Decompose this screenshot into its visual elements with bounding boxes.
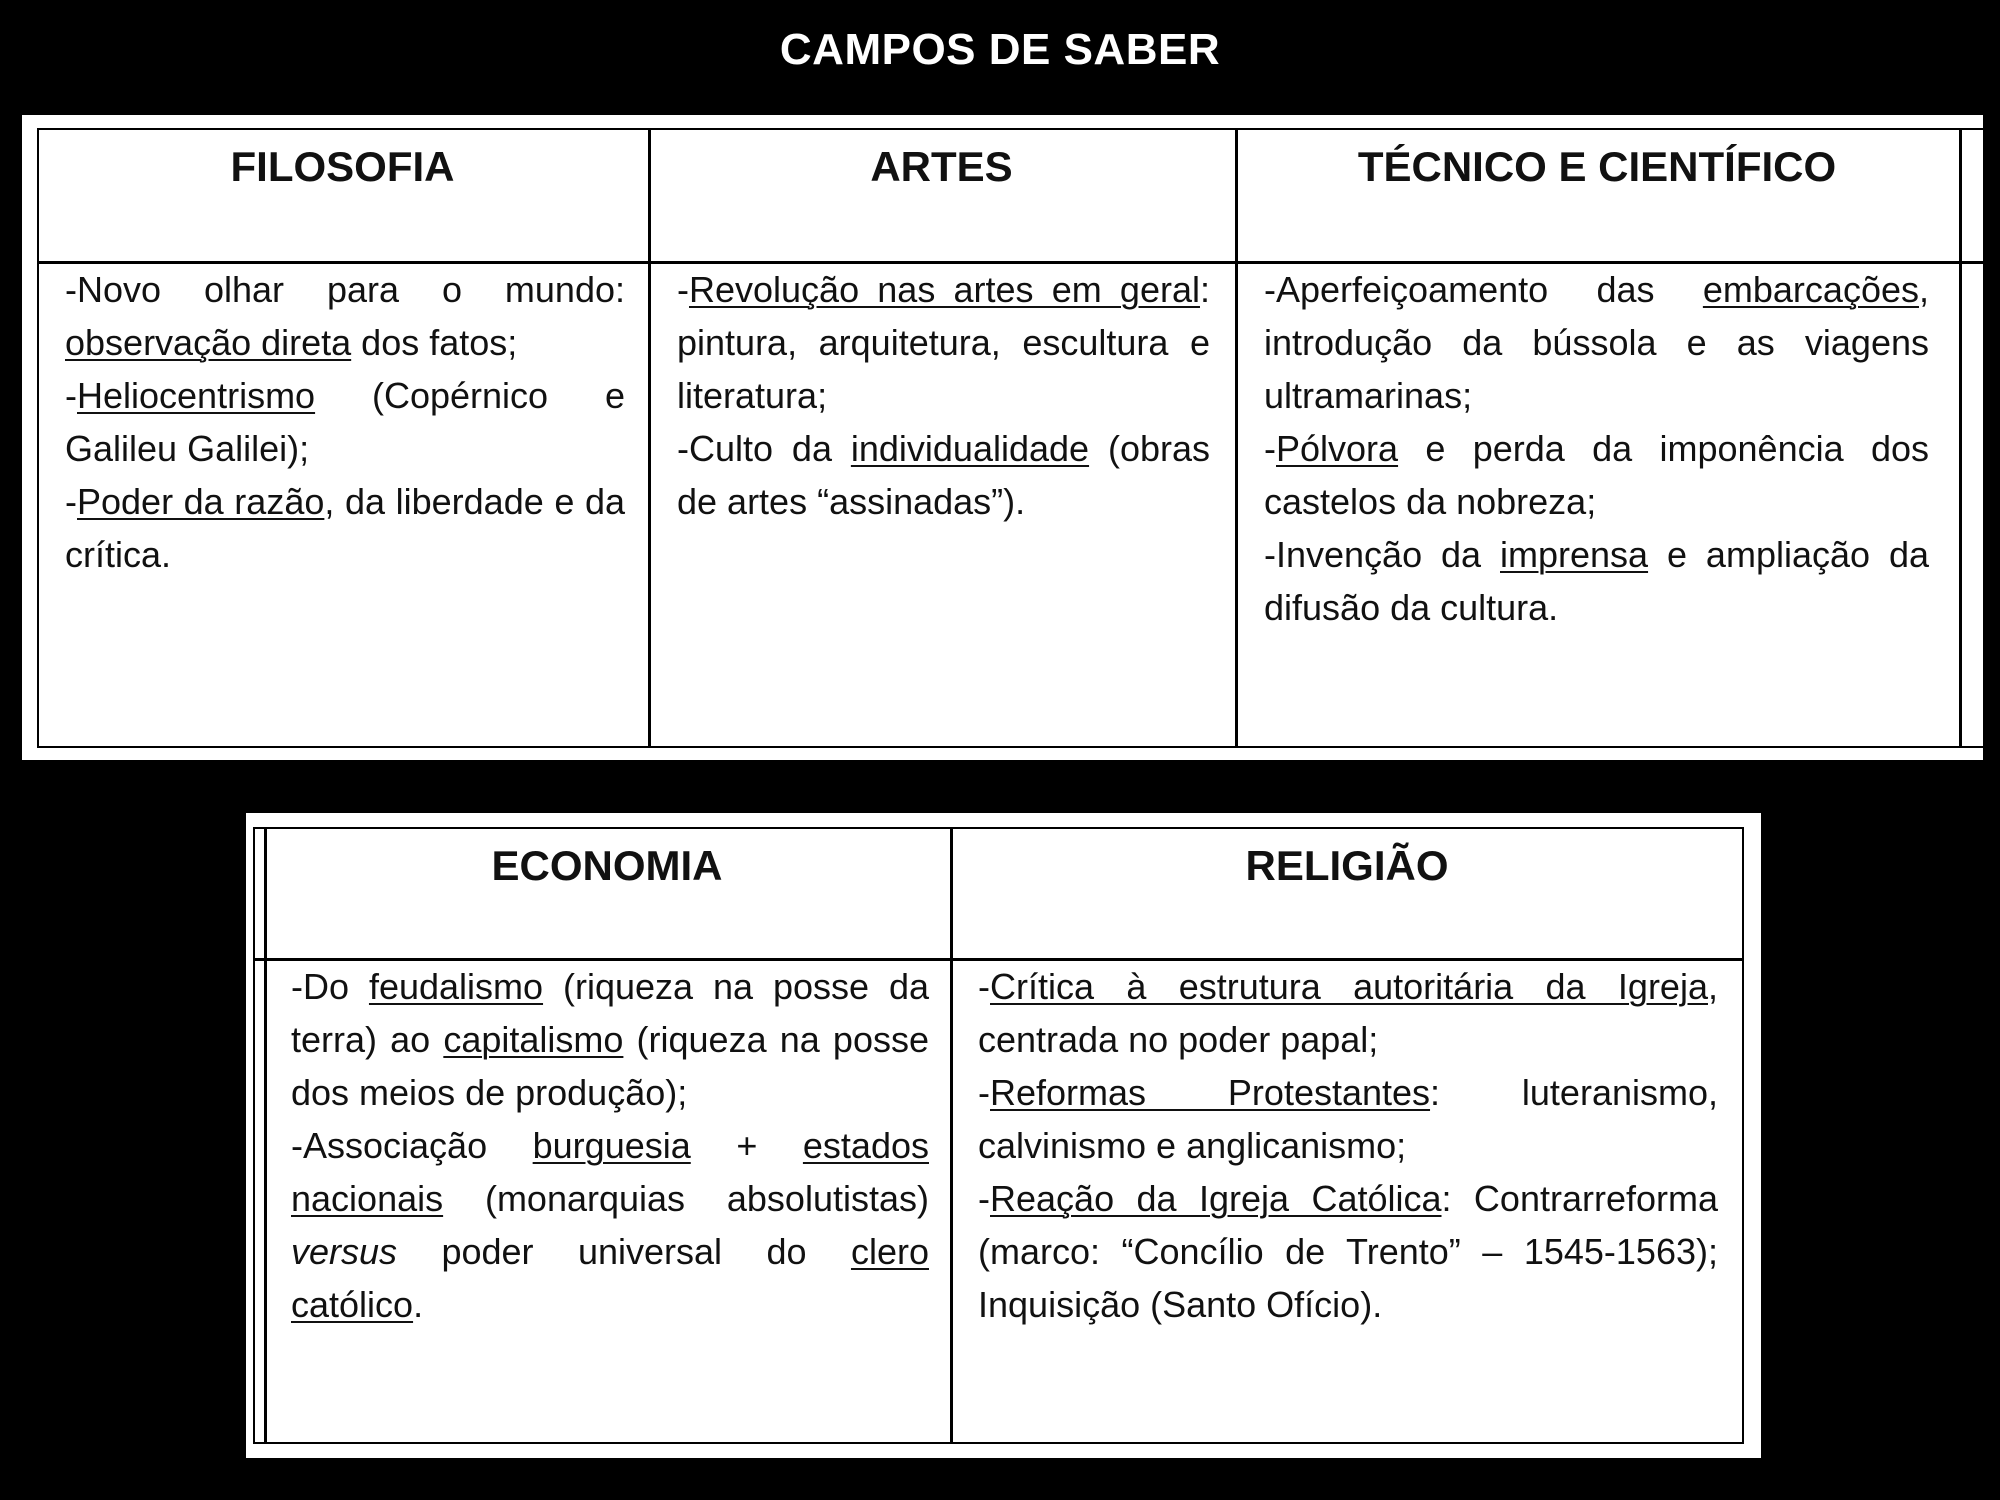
religiao-item-3: -Reação da Igreja Católica: Contrarreforma (marco: “Concílio de Trento” – 1545-1563); Inquisição (Santo Ofício). (978, 1178, 1718, 1325)
religiao-item-1: -Crítica à estrutura autoritária da Igreja, centrada no poder papal; (978, 966, 1718, 1060)
economia-item-1: -Do feudalismo (riqueza na posse da terra) ao capitalismo (riqueza na posse dos meios de produção); (291, 966, 930, 1113)
tecnico-item-2: -Pólvora e perda da imponência dos castelos da nobreza; (1264, 428, 1929, 522)
bottom-table-inner-left-border (264, 827, 267, 1444)
cell-economia (291, 960, 929, 1331)
top-table-col-divider-2 (1235, 128, 1238, 748)
header-filosofia: FILOSOFIA (230, 143, 455, 190)
artes-item-1: -Revolução nas artes em geral: pintura, arquitetura, escultura e literatura; (677, 269, 1210, 416)
cell-tecnico-cientifico (1264, 263, 1929, 634)
artes-item-2: -Culto da individualidade (obras de artes “assinadas”). (677, 428, 1211, 522)
page-title: CAMPOS DE SABER (779, 25, 1221, 74)
header-artes: ARTES (870, 143, 1013, 190)
filosofia-item-2: -Heliocentrismo (Copérnico e Galileu Galilei); (65, 375, 625, 469)
header-religiao: RELIGIÃO (1245, 842, 1449, 889)
economia-item-2: -Associação burguesia + estados nacionais (monarquias absolutistas) versus poder universal do clero católico. (291, 1125, 929, 1325)
tecnico-item-1: -Aperfeiçoamento das embarcações, introdução da bússola e as viagens ultramarinas; (1264, 269, 1929, 416)
cell-artes (677, 263, 1210, 528)
header-economia: ECONOMIA (491, 842, 723, 889)
top-table-col-divider-3 (1959, 128, 1962, 748)
header-tecnico-cientifico: TÉCNICO E CIENTÍFICO (1357, 143, 1837, 190)
bottom-table-panel (246, 813, 1761, 1458)
top-table-panel (22, 115, 1983, 760)
cell-religiao (978, 960, 1718, 1331)
filosofia-item-1: -Novo olhar para o mundo: observação direta dos fatos; (65, 269, 625, 363)
religiao-item-2: -Reformas Protestantes: luteranismo, calvinismo e anglicanismo; (978, 1072, 1718, 1166)
bottom-table-col-divider (950, 827, 953, 1444)
top-table-col-divider-1 (648, 128, 651, 748)
cell-filosofia (65, 263, 625, 581)
tecnico-item-3: -Invenção da imprensa e ampliação da difusão da cultura. (1264, 534, 1929, 628)
filosofia-item-3: -Poder da razão, da liberdade e da crítica. (65, 481, 626, 575)
